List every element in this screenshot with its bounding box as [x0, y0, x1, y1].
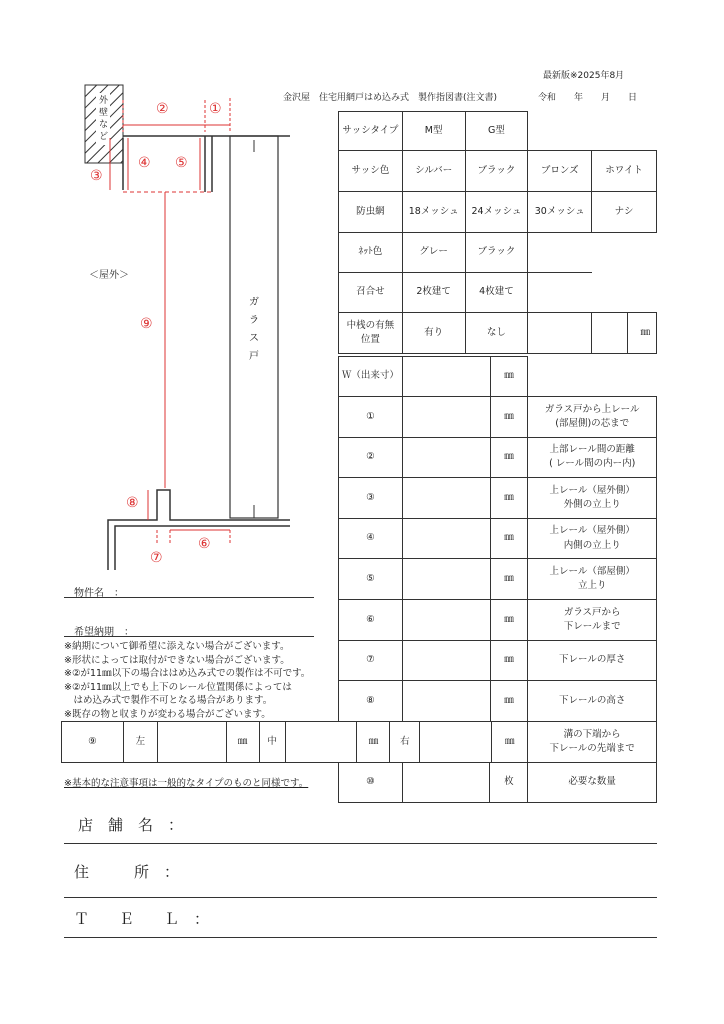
dim-5-label: ⑤	[175, 155, 188, 171]
row9-mid-input[interactable]	[285, 722, 357, 763]
glass-door-label: ガ ラ ス 戸	[249, 297, 259, 362]
delivery-label: 希望納期 ：	[74, 627, 134, 638]
dim-4-label: ④	[138, 155, 151, 171]
dim-2-label: ②	[156, 101, 169, 117]
tel-label: Ｔ Ｅ Ｌ ：	[74, 910, 210, 928]
dim-8-label: ⑧	[126, 495, 139, 511]
measure-input[interactable]	[402, 397, 490, 438]
measure-row: ⑤ ㎜ 上レール（部屋側） 立上り	[339, 559, 657, 600]
width-input[interactable]	[402, 357, 490, 397]
measure-row: ③ ㎜ 上レール（屋外側） 外側の立上り	[339, 478, 657, 519]
middle-bar-row: 中桟の有無 位置 有り なし ㎜	[339, 313, 657, 354]
measure-row: ⑦ ㎜ 下レールの厚さ	[339, 640, 657, 681]
measure-input[interactable]	[402, 437, 490, 478]
row9-right-input[interactable]	[420, 722, 492, 763]
measure-row: ⑥ ㎜ ガラス戸から 下レールまで	[339, 599, 657, 640]
measure-row: ① ㎜ ガラス戸から上レール (部屋側)の芯まで	[339, 397, 657, 438]
wall-label: 外 壁 な ど	[99, 96, 109, 142]
dim-9-label: ⑨	[140, 316, 153, 332]
form-title: 金沢屋 住宅用網戸はめ込み式 製作指図書(注文書)	[283, 93, 498, 103]
sash-type-row: サッシタイプ M型 G型	[339, 112, 657, 151]
screen-row: 防虫網 18メッシュ 24メッシュ 30メッシュ ナシ	[339, 192, 657, 233]
spec-table	[338, 111, 657, 354]
net-color-row: ﾈｯﾄ色 グレー ブラック	[339, 233, 657, 273]
basic-note: ※基本的な注意事項は一般的なタイプのものと同様です。	[64, 778, 309, 789]
row-10-table: ⑩ 枚 必要な数量	[338, 762, 657, 803]
dim-7-label: ⑦	[150, 550, 163, 566]
version-label: 最新版※2025年8月	[543, 71, 625, 81]
measure-row: ④ ㎜ 上レール（屋外側） 内側の立上り	[339, 518, 657, 559]
date-field[interactable]: 令和 年 月 日	[538, 93, 638, 103]
dim-3-label: ③	[90, 168, 103, 184]
measure-input[interactable]	[402, 559, 490, 600]
outside-label: ＜屋外＞	[89, 270, 129, 281]
dim-6-label: ⑥	[198, 536, 211, 552]
measure-input[interactable]	[402, 478, 490, 519]
measure-row: ② ㎜ 上部レール間の距離 ( レール間の内ー内)	[339, 437, 657, 478]
rail-diagram	[0, 0, 340, 600]
quantity-input[interactable]	[402, 763, 490, 803]
dim-1-label: ①	[209, 101, 222, 117]
measure-input[interactable]	[402, 518, 490, 559]
row9-left-input[interactable]	[157, 722, 226, 763]
measure-input[interactable]	[402, 681, 490, 722]
measure-input[interactable]	[402, 599, 490, 640]
measure-table	[338, 356, 657, 722]
measure-row: ⑧ ㎜ 下レールの高さ	[339, 681, 657, 722]
width-row: Ｗ（出来寸） ㎜	[339, 357, 657, 397]
notes: ※納期について御希望に添えない場合がございます。 ※形状によっては取付ができない場合がございます。 ※②が11㎜以下の場合ははめ込み式での製作は不可です。 ※②が11㎜以上でも上下のレール位置関係によっては はめ込み式で製作不可となる場合があります。 ※既存の物と収まりが変わる場合がございます。	[64, 641, 311, 720]
store-label: 店 舗 名 ：	[78, 816, 184, 834]
sash-color-row: サッシ色 シルバー ブラック ブロンズ ホワイト	[339, 151, 657, 192]
property-name-label: 物件名 ：	[74, 588, 124, 599]
row-9-table: ⑨ 左 ㎜ 中 ㎜ 右 ㎜ 溝の下端から 下レールの先端まで	[61, 721, 657, 763]
combo-row: 召合せ 2枚建て 4枚建て	[339, 273, 657, 313]
middle-position-input[interactable]	[528, 313, 592, 354]
measure-input[interactable]	[402, 640, 490, 681]
address-label: 住 所 ：	[74, 863, 180, 881]
